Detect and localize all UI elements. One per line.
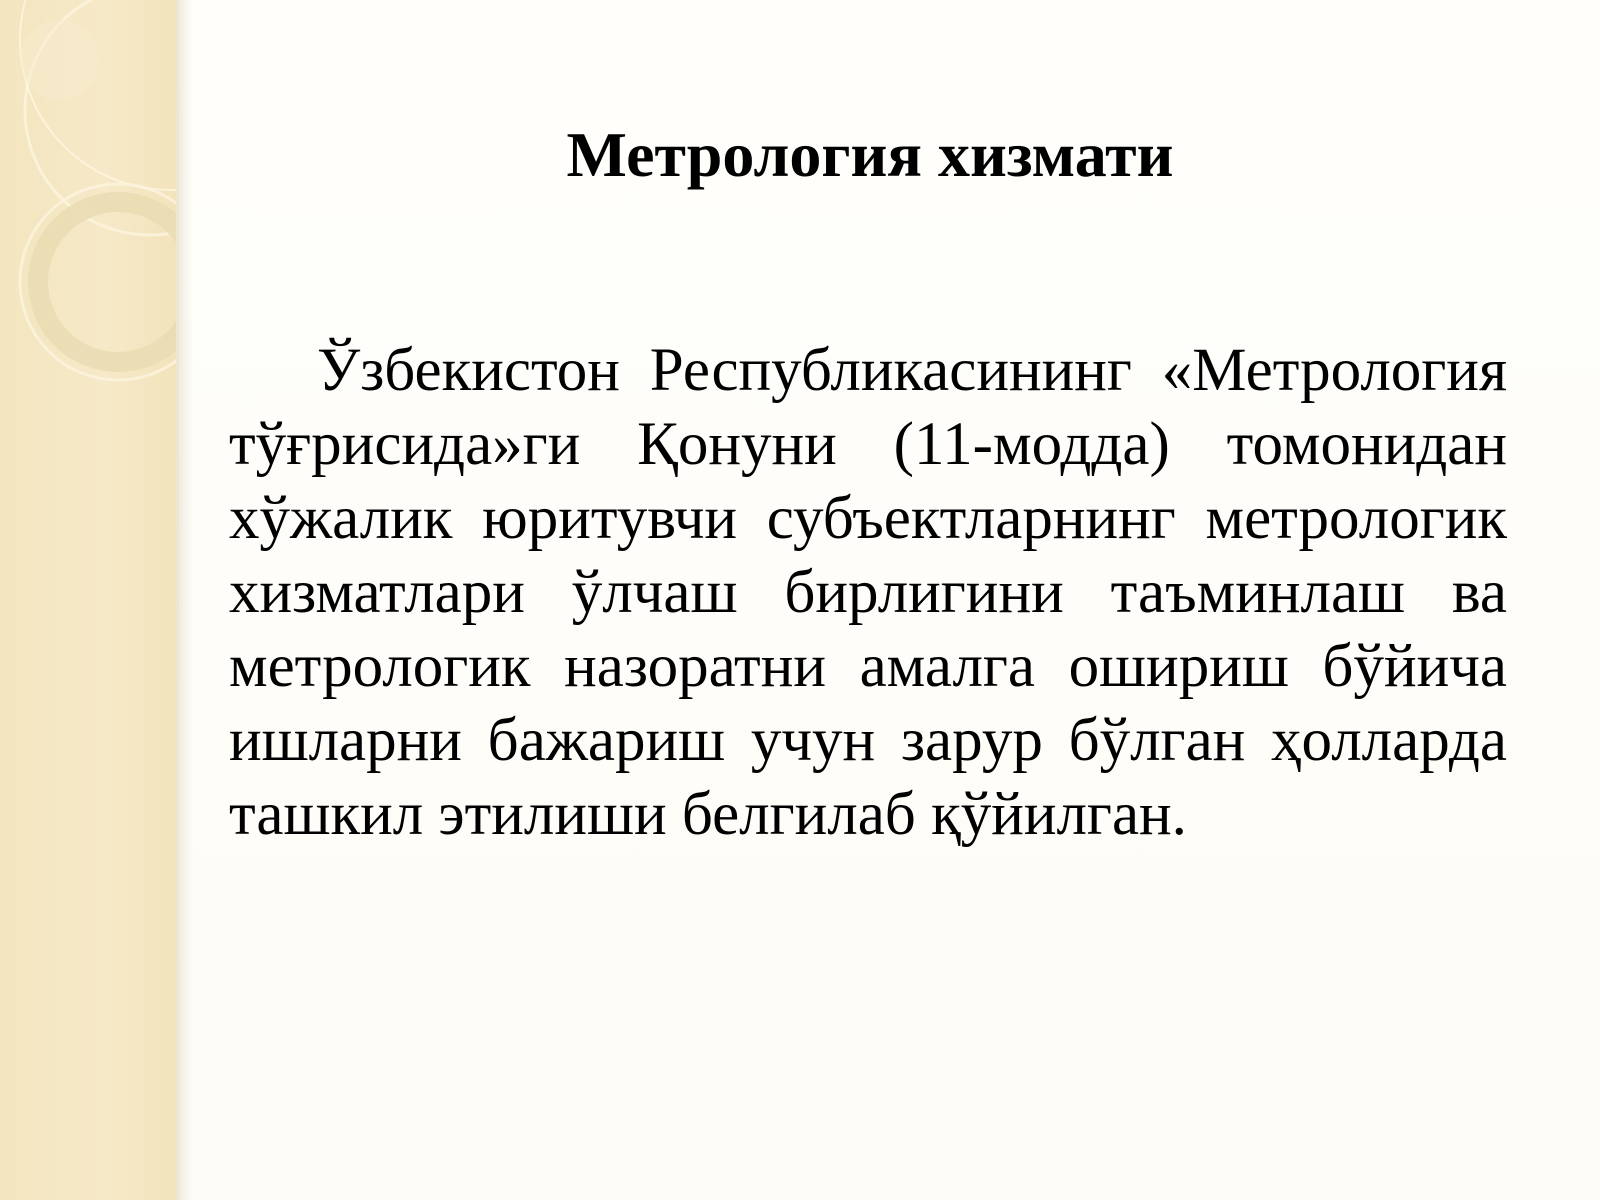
decorative-circles-icon: [0, 0, 176, 1200]
slide-body-text: Ўзбекистон Республикасининг «Метрология тўғрисида»ги Қонуни (11-модда) томонидан хўжалик юритувчи субъектларнинг метрологик хизматлари ўлчаш бирлигини таъминлаш ва метрологик назоратни амалга ошириш бўйича ишларни бажариш учун зарур бўлган ҳолларда ташкил этилиши белгилаб қўйилган.: [229, 337, 1507, 848]
side-band-shadow: [179, 0, 193, 1200]
slide-title: Метрология хизмати: [566, 119, 1174, 190]
decorative-side-band: [0, 0, 179, 1200]
